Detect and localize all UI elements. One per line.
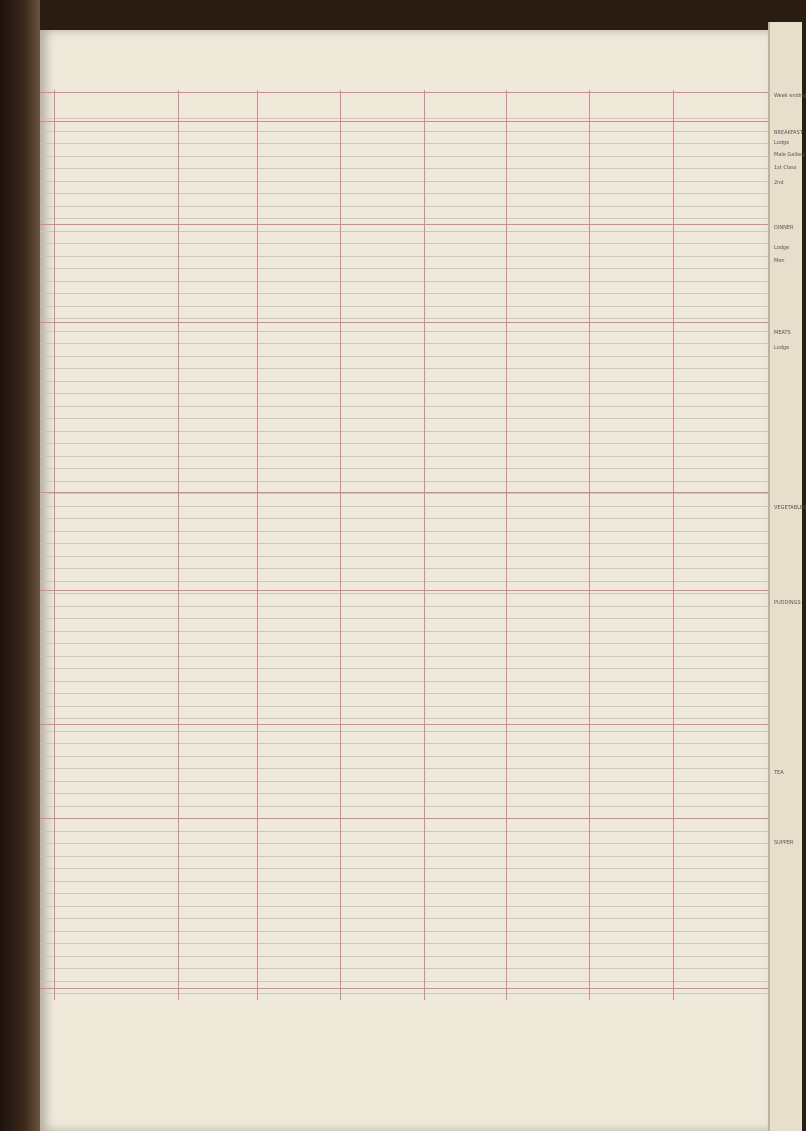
ruled-line xyxy=(40,843,768,844)
ruled-line xyxy=(40,468,768,469)
column-rule xyxy=(673,90,674,1000)
ruled-line xyxy=(40,406,768,407)
ruled-line xyxy=(40,531,768,532)
section-rule xyxy=(40,492,768,493)
column-rule xyxy=(178,90,179,1000)
next-page-label: SUPPER xyxy=(774,840,794,846)
ruled-line xyxy=(40,756,768,757)
ruled-line xyxy=(40,306,768,307)
ruled-line xyxy=(40,193,768,194)
ruled-line xyxy=(40,956,768,957)
column-rule xyxy=(257,90,258,1000)
ruled-line xyxy=(40,593,768,594)
next-page-label: Male Gallery xyxy=(774,152,806,158)
ruled-line xyxy=(40,556,768,557)
ruled-line xyxy=(40,893,768,894)
ruled-line xyxy=(40,631,768,632)
ruled-line xyxy=(40,506,768,507)
ruled-line xyxy=(40,268,768,269)
ruled-line xyxy=(40,918,768,919)
ruled-line xyxy=(40,931,768,932)
ruled-line xyxy=(40,606,768,607)
ruled-line xyxy=(40,493,768,494)
section-rule xyxy=(40,92,768,93)
ruled-line xyxy=(40,993,768,994)
ruled-line xyxy=(40,831,768,832)
ruled-line xyxy=(40,431,768,432)
section-rule xyxy=(40,121,768,122)
next-page-label: Lodge xyxy=(774,140,790,146)
ruled-line xyxy=(40,731,768,732)
column-rule xyxy=(340,90,341,1000)
ruled-line xyxy=(40,456,768,457)
column-rule xyxy=(424,90,425,1000)
ruled-line xyxy=(40,943,768,944)
ruled-line xyxy=(40,656,768,657)
next-page-label: Men xyxy=(774,258,785,264)
ruled-line xyxy=(40,393,768,394)
next-page-label: 1st Class xyxy=(774,165,797,171)
ruled-line xyxy=(40,743,768,744)
ruled-line xyxy=(40,768,768,769)
next-page-label: Week ending xyxy=(774,93,806,99)
ruled-line xyxy=(40,693,768,694)
ruled-line xyxy=(40,118,768,119)
ruled-line xyxy=(40,968,768,969)
next-page-label: Lodge xyxy=(774,345,790,351)
ruled-line xyxy=(40,143,768,144)
section-rule xyxy=(40,724,768,725)
ruled-line xyxy=(40,981,768,982)
ruled-line xyxy=(40,168,768,169)
section-rule xyxy=(40,818,768,819)
ruled-line xyxy=(40,131,768,132)
next-page-label: VEGETABLES xyxy=(774,505,806,511)
section-rule xyxy=(40,322,768,323)
ruled-line xyxy=(40,181,768,182)
ruled-line xyxy=(40,243,768,244)
book-spine xyxy=(0,0,40,1131)
ruled-line xyxy=(40,881,768,882)
ruled-line xyxy=(40,418,768,419)
ruled-line xyxy=(40,481,768,482)
ruled-line xyxy=(40,356,768,357)
column-rule xyxy=(54,90,55,1000)
ruled-line xyxy=(40,206,768,207)
ruled-line xyxy=(40,706,768,707)
ruled-line xyxy=(40,293,768,294)
ruled-line xyxy=(40,543,768,544)
ruled-line xyxy=(40,331,768,332)
ruled-line xyxy=(40,643,768,644)
ruled-line xyxy=(40,906,768,907)
ruled-line xyxy=(40,256,768,257)
ruled-line xyxy=(40,793,768,794)
ruled-line xyxy=(40,368,768,369)
ruled-line xyxy=(40,806,768,807)
ruled-line xyxy=(40,568,768,569)
ruled-line xyxy=(40,581,768,582)
next-page-label: PUDDINGS xyxy=(774,600,801,606)
next-page-label: TEA xyxy=(774,770,784,776)
ruled-line xyxy=(40,856,768,857)
section-rule xyxy=(40,224,768,225)
column-rule xyxy=(589,90,590,1000)
ruled-line xyxy=(40,618,768,619)
ruled-line xyxy=(40,156,768,157)
ruled-line xyxy=(40,668,768,669)
next-page-label: DINNER xyxy=(774,225,794,231)
ruled-line xyxy=(40,868,768,869)
ruled-line xyxy=(40,681,768,682)
next-page-label: 2nd xyxy=(774,180,784,186)
ruled-line xyxy=(40,231,768,232)
section-rule xyxy=(40,988,768,989)
ledger-page xyxy=(40,30,768,1131)
next-page-label: Lodge xyxy=(774,245,790,251)
ruled-line xyxy=(40,281,768,282)
column-rule xyxy=(506,90,507,1000)
ruled-line xyxy=(40,718,768,719)
next-page-label: BREAKFAST xyxy=(774,130,803,136)
ruled-line xyxy=(40,781,768,782)
next-page-label: MEATS xyxy=(774,330,791,336)
ruled-line xyxy=(40,518,768,519)
next-page-edge xyxy=(768,22,806,1131)
ruled-line xyxy=(40,343,768,344)
section-rule xyxy=(40,590,768,591)
ruled-line xyxy=(40,381,768,382)
ruled-line xyxy=(40,218,768,219)
ruled-line xyxy=(40,443,768,444)
ruled-line xyxy=(40,318,768,319)
